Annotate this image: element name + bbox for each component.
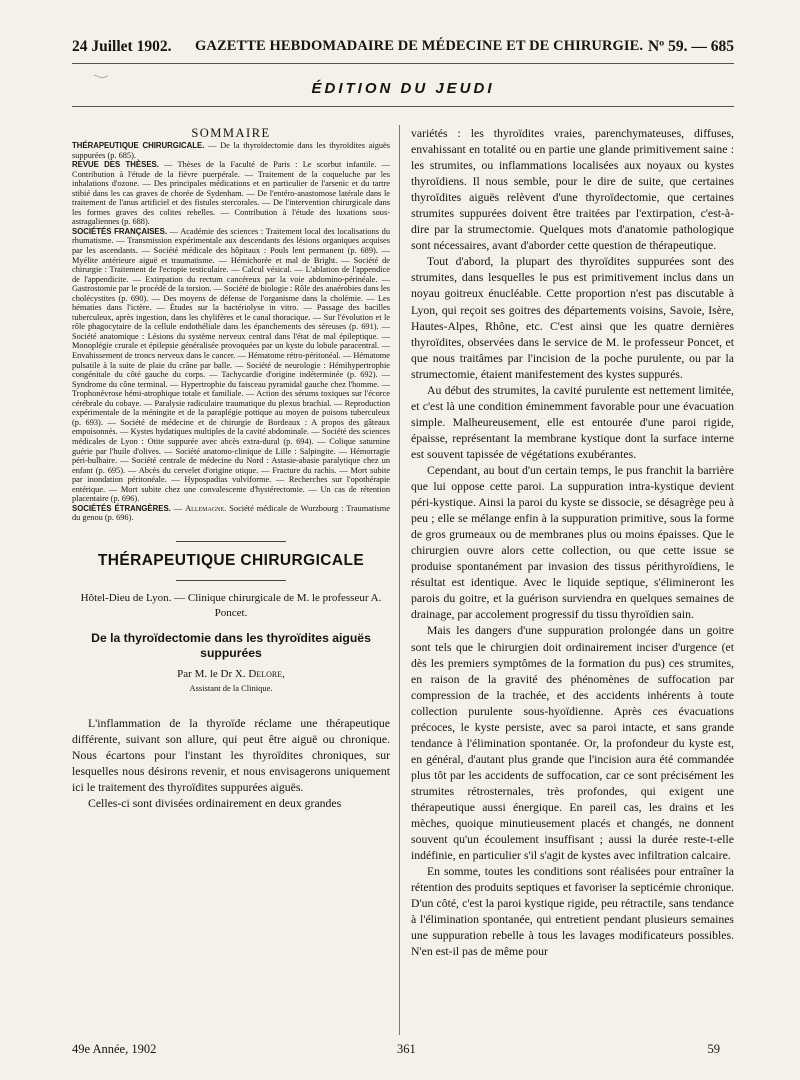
sommaire-item-label: REVUE DES THÈSES. [72,160,159,170]
sommaire-item-text: — De la thyroïdectomie dans les thyroïdites aiguës suppurées (p. 685). [72,141,390,160]
author-line [72,667,390,682]
footer-issue-number: 59 [707,1042,720,1056]
header-date: 24 Juillet 1902. [72,38,172,55]
section-title: THÉRAPEUTIQUE CHIRURGICALE [97,551,365,569]
author-title: Assistant de la Clinique. [189,682,273,693]
sommaire-title: SOMMAIRE [191,126,271,140]
journal-title: GAZETTE HEBDOMADAIRE DE MÉDECINE ET DE CHIRURGIE. [195,38,644,54]
section-rule [176,541,286,542]
edition-rule [72,106,734,107]
sommaire-item [72,227,390,504]
sommaire-item-label: THÉRAPEUTIQUE CHIRURGICALE. [72,141,205,150]
issue-page-number: Nº 59. — 685 [647,38,734,55]
footer-page-number: 361 [397,1042,416,1056]
sommaire-item-label: SOCIÉTÉS ÉTRANGÈRES. [72,503,171,513]
body-paragraph: Au début des strumites, la cavité purulente est nettement limitée, et c'est là une condition éminemment favorable pour une évacuation simple. Malheureusement, elle est entourée d'une paroi rigide, épaisse, représentant la membrane kystique dont la surface interne est souvent tapissée de végétations exubérantes. [411,383,734,461]
author-name: Delore, [248,667,285,680]
left-column [72,126,390,812]
column-divider [399,125,400,1035]
edition-title: ÉDITION DU JEUDI [311,80,495,97]
sommaire-item-label: SOCIÉTÉS FRANÇAISES. [72,226,168,236]
sommaire-item-text: — Thèses de la Faculté de Paris : Le scorbut infantile. — Contribution à l'étude de la fièvre puerpérale. — Traitement de la coqueluche par les inhalations d'ozone. — Des principales médications et en particulier de l'arsenic et du tartre stibié dans les cas graves de chorée de Sydenham. — De l'entéro-anastomose latérale dans le traitement de l'anus artificiel et des fistules stercorales. — De l'intervention chirurgicale dans les formes graves des colites rebelles. — Contribution à l'étude des luxations sous-astragaliennes (p. 688). [72,160,390,227]
body-paragraph: Tout d'abord, la plupart des thyroïdites suppurées sont des strumites, dans lesquelles le pus est primitivement inclus dans un noyau goitreux énucléable. Cette proportion n'est pas discutable à Lyon, qui reçoit ses goitres des départements voisins, Savoie, Isère, Hautes-Alpes, Rhône, etc. C'est ainsi que les quatre dernières thyroïdites, observées dans le service de M. le professeur Poncet, et que nous traitâmes par l'incision de la poche purulente, ou par la strumectomie, étaient manifestement des kystes suppurés. [411,255,734,381]
body-paragraph: variétés : les thyroïdites vraies, parenchymateuses, diffuses, envahissant en totalité ou en partie une glande primitivement saine : les strumites, ou inflammations localisées aux noyaux ou kystes thyroïdiens. Il nous semble, pour le dire de suite, que certaines thyroïdites aiguës relèvent d'une thyroïdectomie, que certaines strumites suppurées doivent être traitées par l'extirpation, c'est-à-dire par la strumectomie. Quelques mots d'anatomie pathologique sont nécessaires, avant d'aborder cette question de thérapeutique. [411,127,734,253]
page-footer [72,1042,734,1062]
article-title: De la thyroïdectomie dans les thyroïdites aiguës suppurées [91,630,371,660]
body-paragraph: Mais les dangers d'une suppuration prolongée dans un goitre sont tels que le chirurgien doit ordinairement inciser d'urgence (et dès les premiers symptômes de la formation du pus) ces strumites, en raison de la gravité des phénomènes de suffocation par compression de la trachée, et des accidents inhérents à toute collection purulente sous-hyoïdienne. Après ces évacuations précoces, le kyste persiste, avec sa paroi intacte, et sans grande tendance à l'élimination spontanée. Or, la profondeur du kyste est, en général, d'autant plus grande que l'incision aura été commandée plus tôt par les accidents de suffocation, car ce sont précisément les strumites rétrosternales, très profondes, qui exigent une thérapeutique aussi énergique. En pareil cas, les drains et les mèches, quoique minutieusement placés et changés, ne donnent souvent qu'un écoulement insuffisant ; aussi la durée reste-t-elle indéfinie, en particulier s'il s'agit de kystes avec infiltration calcaire. [411,624,734,863]
body-paragraph: Celles-ci sont divisées ordinairement en deux grandes [88,797,342,811]
author-prefix: Par M. le Dr X. [177,667,249,680]
body-paragraph: L'inflammation de la thyroïde réclame une thérapeutique différente, suivant son allure, qui peut être aiguë ou chronique. Nous écartons pour l'instant les thyroïdites chroniques, sur lesquelles nous désirons revenir, et nous envisagerons uniquement ici le traitement des thyroïdites suppurées aiguës. [72,716,390,795]
sommaire-item-text: — Académie des sciences : Traitement local des localisations du rhumatisme. — Transmission expérimentale aux descendants des lésions organiques acquises par les ascendants. — Société médicale des hôpitaux : Pouls lent permanent (p. 689). — Myélite antérieure aiguë et traumatisme. — Hémichorée et mal de Bright. — Société de chirurgie : Traitement de l'ectopie testiculaire. — Calcul vésical. — L'ablation de l'appendice de l'appendicite. — Extirpation du rectum cancéreux par la voie abdomino-périnéale. — Gastrostomie par le procédé de la torsion. — Société de biologie : Rôle des anaérobies dans les cholécystites (p. 690). — Des moyens de défense de l'organisme dans la cholémie. — Les hématies dans l'ictère. — Études sur la bactériolyse in vitro. — Passage des bacilles tuberculeux, après ingestion, dans les chylifères et le canal thoracique. — Sur l'évolution et le rôle phagocytaire de la cellule endothéliale dans les épanchements des séreuses (p. 691). — Société anatomique : Lésions du système nerveux central dans l'état de mal épileptique. — Monoplégie crurale et épilepsie généralisée provoquées par un kyste du lobule paracentral. — Envahissement de troncs nerveux dans le cancer. — Hématome rétro-péritonéal. — Hématome pulsatile à la suite de plaie du crâne par balle. — Société de neurologie : Hémihypertrophie congénitale du côté gauche du corps. — Tachycardie d'origine indéterminée (p. 692). — Syndrome du cône terminal. — Hypertrophie du faisceau pyramidal gauche chez l'homme. — Trophonévrose hémi-atrophique totale et familiale. — Action des sérums toxiques sur l'écorce cérébrale du cobaye. — Paralysie radiculaire traumatique du plexus brachial. — Reproduction expérimentale de la méningite et de la paraplégie pottique au moyen de poisons tuberculeux (p. 693). — Société de médecine et de chirurgie de Bordeaux : A propos des gâteaux empoisonnés. — Kystes hydatiques multiples de la cavité abdominale. — Société des sciences médicales de Lyon : Otite suppurée avec abcès extra-dural (p. 694). — Colique saturnine guérie par l'huile d'olives. — Société anatomo-clinique de Lille : Salpingite. — Hémorragie péri-bulbaire. — Société centrale de médecine du Nord : Astasie-abasie paralytique chez un enfant (p. 695). — Abcès du cervelet d'origine otique. — Fracture du rachis. — Mort subite par inondation péritonéale. — Hypospadias vulviforme. — Recherches sur l'opothérapie entérique. — Mort subite chez une convalescente d'hystérectomie. — Un cas de rétention placentaire (p. 696). [72,226,390,504]
sommaire-item [72,141,390,160]
sommaire-item-text: — [170,503,186,513]
sommaire-item [72,160,390,227]
running-header [72,38,734,60]
clinic-line: Hôtel-Dieu de Lyon. — Clinique chirurgicale de M. le professeur A. Poncet. [80,591,382,619]
sommaire-item-text: Société médicale de Wurzbourg : Traumatisme du genou (p. 696). [72,503,390,523]
body-paragraph: Cependant, au bout d'un certain temps, le pus franchit la barrière que lui oppose cette paroi. La suppuration intra-kystique devient péri-kystique. Ainsi la paroi du kyste se dissocie, se désagrège peu à peu ; elle se mélange enfin à la suppuration primitive, sous la forme de gros grumeaux ou de membranes plus ou moins épaisses. Que le chirurgien ouvre alors cette collection, ou que cette issue se produise spontanément par invasion des tissus périthyroïdiens, le résultat est identique. Avec le liquide septique, s'élimineront les parois du goitre, et la guérison surviendra en quelques semaines de drainage, par accolement progressif du tissu thyroïdien sain. [411,463,734,622]
section-rule [176,580,286,581]
header-rule [72,63,734,64]
body-paragraph: En somme, toutes les conditions sont réalisées pour entraîner la rétention des produits septiques et favoriser la septicémie chronique. D'un côté, c'est la paroi kystique rigide, peu rétractile, sans tendance à l'élimination spontanée, qui entretient pendant plusieurs semaines une suppuration rebelle à tous les lavages modificateurs possibles. N'en est-il pas de même pour [411,865,734,959]
right-column [411,126,734,960]
footer-year: 49e Année, 1902 [72,1042,157,1056]
sommaire-item [72,504,390,523]
sommaire-item-country: Allemagne. [185,503,227,513]
